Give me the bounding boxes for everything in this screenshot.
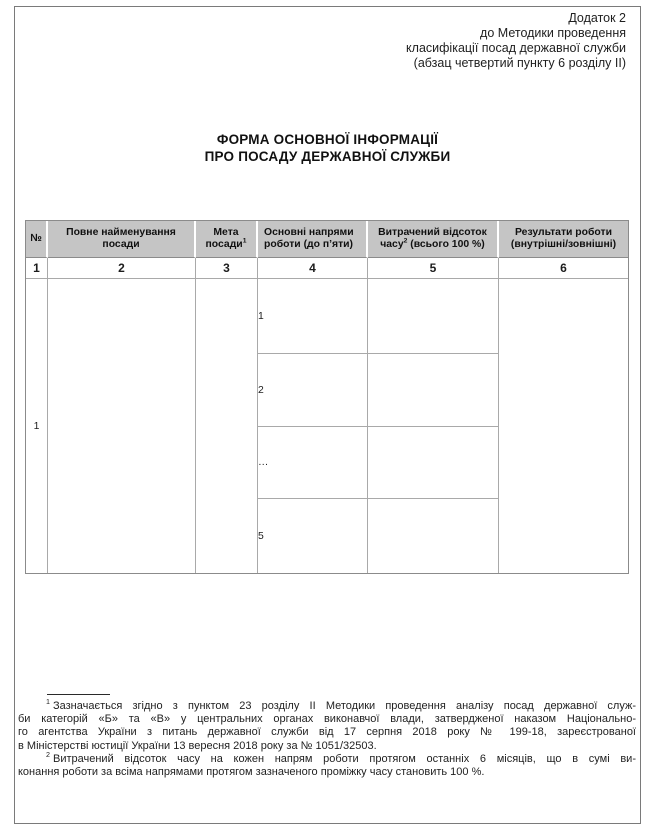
header-cell-position-purpose [196, 221, 258, 258]
cell-time-percent-empty [368, 279, 499, 354]
form-table [25, 220, 629, 574]
header-cell-work-directions: Основні напрями роботи (до п’яти) [258, 221, 368, 258]
page-title-line2: ПРО ПОСАДУ ДЕРЖАВНОЇ СЛУЖБИ [204, 149, 451, 164]
footnote-marker-1: 1 [242, 237, 247, 245]
footnote-line: го агентства України з питань державної служби від 17 серпня 2018 року № 199-18, зареєстрованої [18, 726, 636, 739]
column-number-row [26, 258, 628, 279]
footnote-line [18, 753, 636, 766]
header-label: (всього 100 %) [407, 239, 485, 250]
footnote-text: Витрачений відсоток часу на кожен напрям роботи протягом останніх 6 місяців, що в сумі ви- [52, 752, 636, 765]
cell-direction-5: 5 [258, 499, 368, 573]
column-number: 2 [48, 258, 196, 279]
column-number: 6 [499, 258, 628, 279]
footnote-line: конання роботи за всіма напрямами протягом зазначеного проміжку часу становить 100 %. [18, 766, 485, 779]
cell-position-purpose-empty [196, 279, 258, 573]
column-number: 5 [368, 258, 499, 279]
header-cell-number: № [26, 221, 48, 258]
cell-direction-2: 2 [258, 354, 368, 427]
appendix-reference [406, 11, 626, 71]
footnote-separator-rule [47, 694, 110, 695]
page-title [15, 131, 640, 165]
cell-time-percent-empty [368, 499, 499, 573]
appendix-line: класифікації посад державної служби [406, 41, 626, 55]
footnote-2 [18, 753, 636, 779]
table-row [26, 279, 628, 354]
appendix-line: (абзац четвертий пункту 6 розділу II) [413, 56, 626, 70]
appendix-line: до Методики проведення [480, 26, 626, 40]
cell-direction-ellipsis: … [258, 427, 368, 499]
footnote-text: Зазначається згідно з пунктом 23 розділу II Методики проведення аналізу посад державної служ- [52, 700, 636, 712]
footnote-1-marker: 1 [46, 698, 50, 707]
appendix-line: Додаток 2 [568, 11, 626, 25]
footnote-2-marker: 2 [46, 751, 50, 760]
footnotes-section [18, 694, 636, 779]
cell-position-name-empty [48, 279, 196, 573]
header-cell-work-results: Результати роботи (внутрішні/зовнішні) [499, 221, 628, 258]
header-cell-time-percent [368, 221, 499, 258]
header-label: Витрачений відсоток часу [378, 227, 487, 250]
footnote-1 [18, 700, 636, 753]
page-frame [14, 6, 641, 824]
table-header-row [26, 221, 628, 258]
header-label: Мета посади [205, 227, 243, 250]
footnote-line: в Міністерстві юстиції України 13 вересня 2018 року за № 1051/32503. [18, 739, 377, 752]
cell-direction-1: 1 [258, 279, 368, 354]
column-number: 1 [26, 258, 48, 279]
column-number: 3 [196, 258, 258, 279]
header-cell-position-name: Повне найменування посади [48, 221, 196, 258]
footnote-line: би категорій «Б» та «В» у центральних органах виконавчої влади, затвердженої наказом Національно- [18, 713, 636, 726]
cell-time-percent-empty [368, 427, 499, 499]
footnote-line [18, 700, 636, 713]
column-number: 4 [258, 258, 368, 279]
page-title-line1: ФОРМА ОСНОВНОЇ ІНФОРМАЦІЇ [216, 132, 439, 147]
footnote-marker-2: 2 [403, 237, 408, 245]
cell-row-number: 1 [26, 279, 48, 573]
cell-time-percent-empty [368, 354, 499, 427]
cell-work-results-empty [499, 279, 628, 573]
